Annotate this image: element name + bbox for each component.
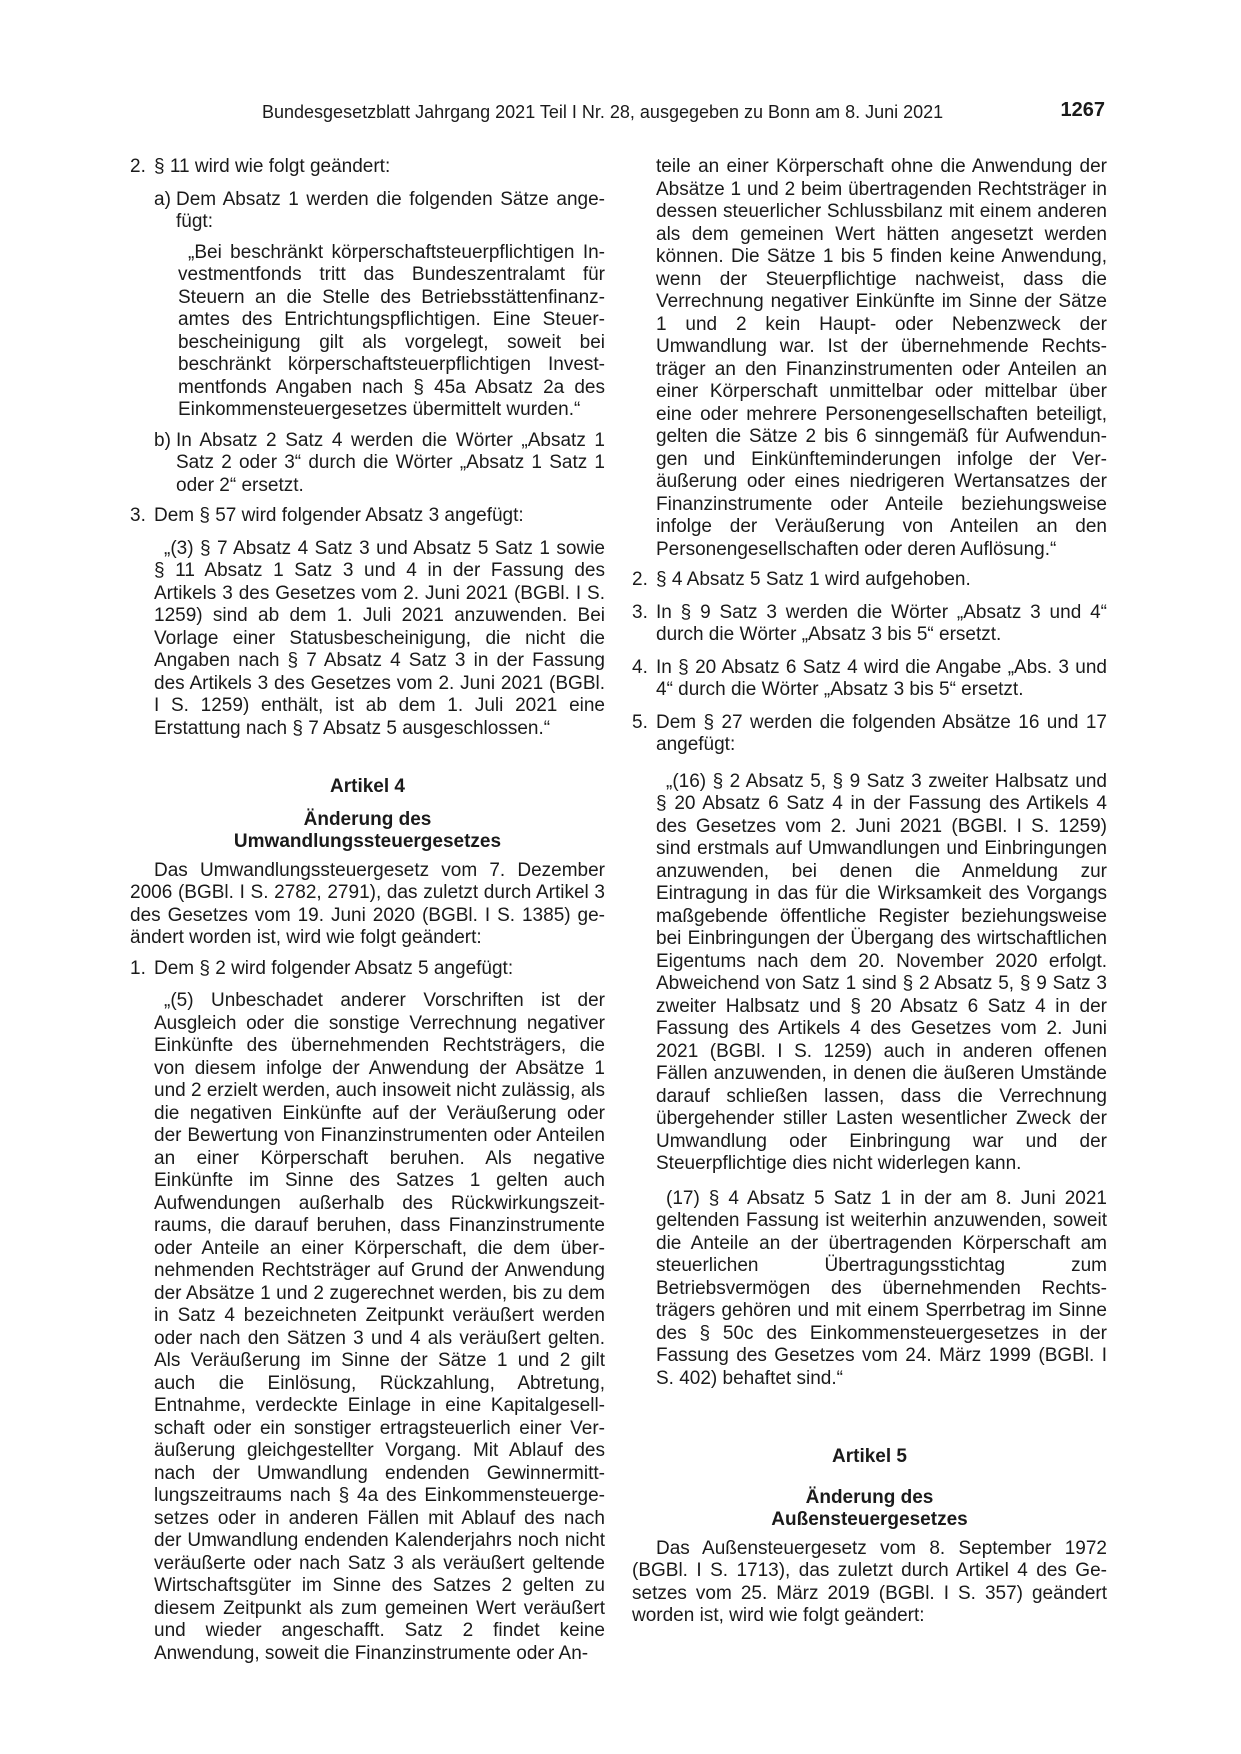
list-item bbox=[632, 712, 1107, 757]
article-title-line: Änderung des bbox=[805, 1486, 934, 1508]
list-item bbox=[632, 657, 1107, 702]
article-title-line: Umwandlungssteuergesetzes bbox=[233, 831, 502, 852]
amendment-quote: „(5) Unbeschadet anderer Vorschriften ist der Ausgleich oder die sonstige Verrechnung negativer Einkünfte des übernehmenden Rechtsträgers, die von diesem infolge der Anwendung der Absätze 1 und 2 erzielt werden, auch insoweit nicht zulässig, als die negativen Einkünfte auf der Veräußerung oder der Bewertung von Finanzinstrumenten oder Anteilen an einer Körperschaft beruhen. Als negative Einkünfte im Sinne des Satzes 1 gelten auch Aufwendungen außerhalb des Rückwirkungszeitraums, die darauf beruhen, dass Finanzinstrumente oder Anteile an einer Körperschaft, die dem übernehmenden Rechtsträger auf Grund der Anwendung der Absätze 1 und 2 zugerechnet werden, bis zu dem in Satz 4 bezeichneten Zeitpunkt veräußert werden oder nach den Sätzen 3 und 4 als veräußert gelten. Als Veräußerung im Sinne der Sätze 1 und 2 gilt auch die Einlösung, Rückzahlung, Abtretung, Entnahme, verdeckte Einlage in eine Kapitalgesellschaft oder ein sonstiger ertragsteuerlich einer Veräußerung gleichgestellter Vorgang. Mit Ablauf des nach der Umwandlung endenden Gewinnermittlungszeitraums nach § 4a des Einkommensteuergesetzes oder in anderen Fällen mit Ablauf des nach der Umwandlung endenden Kalenderjahrs noch nicht veräußerte oder nach Satz 3 als veräußert geltende Wirtschaftsgüter im Sinne des Satzes 2 gelten zu diesem Zeitpunkt als zum gemeinen Wert veräußert und wieder angeschafft. Satz 2 findet keine Anwendung, soweit die Finanzinstrumente oder An- bbox=[154, 990, 605, 1664]
sub-item bbox=[154, 189, 605, 234]
item-text: Dem § 27 werden die folgenden Absätze 16 und 17 angefügt: bbox=[656, 711, 1107, 755]
sub-item-text: In Absatz 2 Satz 4 werden die Wörter „Absatz 1 Satz 2 oder 3“ durch die Wörter „Absatz 1 Satz 1 oder 2“ ersetzt. bbox=[176, 429, 605, 496]
article-intro: Das Außensteuergesetz vom 8. September 1972 (BGBl. I S. 1713), das zuletzt durch Artikel 4 des Gesetzes vom 25. März 2019 (BGBl. I S. 357) geändert worden ist, wird wie folgt geändert: bbox=[632, 1537, 1107, 1626]
sub-item bbox=[154, 430, 605, 498]
item-number: 3. bbox=[130, 505, 146, 526]
right-column bbox=[632, 156, 1107, 1636]
item-number: 2. bbox=[632, 569, 648, 590]
item-number: 5. bbox=[632, 711, 648, 733]
amendment-quote: „Bei beschränkt körperschaftsteuerpflichtigen Investmentfonds tritt das Bundeszentralamt für Steuern an die Stelle des Betriebsstättenfinanzamtes des Entrichtungspflichtigen. Eine Steuerbescheinigung gilt als vorgelegt, soweit bei beschränkt körperschaftsteuerpflichtigen Investmentfonds Angaben nach § 45a Absatz 2a des Einkommensteuergesetzes übermittelt wurden.“ bbox=[178, 241, 605, 420]
list-item bbox=[632, 569, 1107, 592]
article-title-line: Änderung des bbox=[303, 808, 432, 830]
amendment-quote: „(16) § 2 Absatz 5, § 9 Satz 3 zweiter Halbsatz und § 20 Absatz 6 Satz 4 in der Fassung des Artikels 4 des Gesetzes vom 2. Juni 2021 (BGBl. I S. 1259) sind erstmals auf Umwandlungen und Einbringungen anzuwenden, bei denen die Anmeldung zur Eintragung in das für die Wirksamkeit des Vorgangs maßgebende öffentliche Register beziehungsweise bei Einbringungen der Übergang des wirtschaftlichen Eigentums nach dem 20. November 2020 erfolgt. Abweichend von Satz 1 sind § 2 Absatz 5, § 9 Satz 3 zweiter Halbsatz und § 20 Absatz 6 Satz 4 in der Fassung des Artikels 4 des Gesetzes vom 2. Juni 2021 (BGBl. I S. 1259) auch in anderen offenen Fällen anzuwenden, in denen die äußeren Umstände darauf schließen lassen, dass die Verrechnung übergehender stiller Lasten wesentlicher Zweck der Umwandlung oder Einbringung war und der Steuerpflichtige dies nicht widerlegen kann. bbox=[656, 770, 1107, 1174]
list-item bbox=[130, 156, 605, 179]
article-intro: Das Umwandlungssteuergesetz vom 7. Dezember 2006 (BGBl. I S. 2782, 2791), das zuletzt durch Artikel 3 des Gesetzes vom 19. Juni 2020 (BGBl. I S. 1385) geändert worden ist, wird wie folgt geändert: bbox=[130, 859, 605, 948]
article-title-line: Außensteuergesetzes bbox=[771, 1509, 968, 1530]
item-text: § 11 wird wie folgt geändert: bbox=[154, 156, 391, 177]
amendment-quote: (17) § 4 Absatz 5 Satz 1 in der am 8. Juni 2021 geltenden Fassung ist weiterhin anzuwenden, soweit die Anteile an der übertragenden Körperschaft am steuerlichen Übertragungsstichtag zum Betriebsvermögen des übernehmenden Rechtsträgers gehören und mit einem Sperrbetrag im Sinne des § 50c des Einkommensteuergesetzes in der Fassung des Gesetzes vom 24. März 1999 (BGBl. I S. 402) behaftet sind.“ bbox=[656, 1187, 1107, 1389]
list-item bbox=[130, 958, 605, 981]
item-text: In § 20 Absatz 6 Satz 4 wird die Angabe „Abs. 3 und 4“ durch die Wörter „Absatz 3 bis 5“ ersetzt. bbox=[656, 656, 1107, 700]
sub-item-text: Dem Absatz 1 werden die folgenden Sätze angefügt: bbox=[176, 188, 605, 232]
item-text: Dem § 2 wird folgender Absatz 5 angefügt: bbox=[154, 957, 514, 979]
header-title: Bundesgesetzblatt Jahrgang 2021 Teil I Nr. 28, ausgegeben zu Bonn am 8. Juni 2021 bbox=[262, 102, 944, 122]
item-text: § 4 Absatz 5 Satz 1 wird aufgehoben. bbox=[656, 569, 971, 590]
item-number: 2. bbox=[130, 156, 146, 177]
list-item bbox=[130, 505, 605, 528]
sub-item-letter: a) bbox=[154, 188, 171, 210]
amendment-quote: „(3) § 7 Absatz 4 Satz 3 und Absatz 5 Satz 1 sowie § 11 Absatz 1 Satz 3 und 4 in der Fassung des Artikels 3 des Gesetzes vom 2. Juni 2021 (BGBl. I S. 1259) sind ab dem 1. Juli 2021 anzuwenden. Bei Vorlage einer Statusbescheinigung, die nicht die Angaben nach § 7 Absatz 4 Satz 3 in der Fassung des Artikels 3 des Gesetzes vom 2. Juni 2021 (BGBl. I S. 1259) enthält, ist ab dem 1. Juli 2021 eine Erstattung nach § 7 Absatz 5 ausgeschlossen.“ bbox=[154, 537, 605, 739]
article-heading: Artikel 4 bbox=[330, 776, 405, 797]
page-number: 1267 bbox=[1060, 99, 1105, 121]
item-number: 4. bbox=[632, 656, 648, 678]
list-item bbox=[632, 602, 1107, 647]
item-text: Dem § 57 wird folgender Absatz 3 angefügt: bbox=[154, 505, 524, 526]
item-number: 3. bbox=[632, 601, 648, 623]
article-heading: Artikel 5 bbox=[832, 1446, 907, 1467]
left-column bbox=[130, 156, 605, 1673]
sub-item-letter: b) bbox=[154, 429, 171, 451]
page-header bbox=[262, 101, 1105, 125]
item-number: 1. bbox=[130, 957, 146, 979]
quote-continuation: teile an einer Körperschaft ohne die Anwendung der Absätze 1 und 2 beim übertragenden Rechtsträger in dessen steuerlicher Schlussbilanz mit einem anderen als dem gemeinen Wert hätten angesetzt werden können. Die Sätze 1 bis 5 finden keine Anwendung, wenn der Steuerpflichtige nachweist, dass die Verrechnung negativer Einkünfte im Sinne der Sätze 1 und 2 kein Haupt- oder Nebenzweck der Umwandlung war. Ist der übernehmende Rechtsträger an den Finanzinstrumenten oder Anteilen an einer Körperschaft unmittelbar oder mittelbar über eine oder mehrere Personengesellschaften beteiligt, gelten die Sätze 2 bis 6 sinngemäß für Aufwendungen und Einkünfteminderungen infolge der Veräußerung oder eines niedrigeren Wertansatzes der Finanzinstrumente oder Anteile beziehungsweise infolge der Veräußerung von Anteilen an den Personengesellschaften oder deren Auflösung.“ bbox=[656, 156, 1107, 560]
item-text: In § 9 Satz 3 werden die Wörter „Absatz 3 und 4“ durch die Wörter „Absatz 3 bis 5“ ersetzt. bbox=[656, 601, 1107, 645]
